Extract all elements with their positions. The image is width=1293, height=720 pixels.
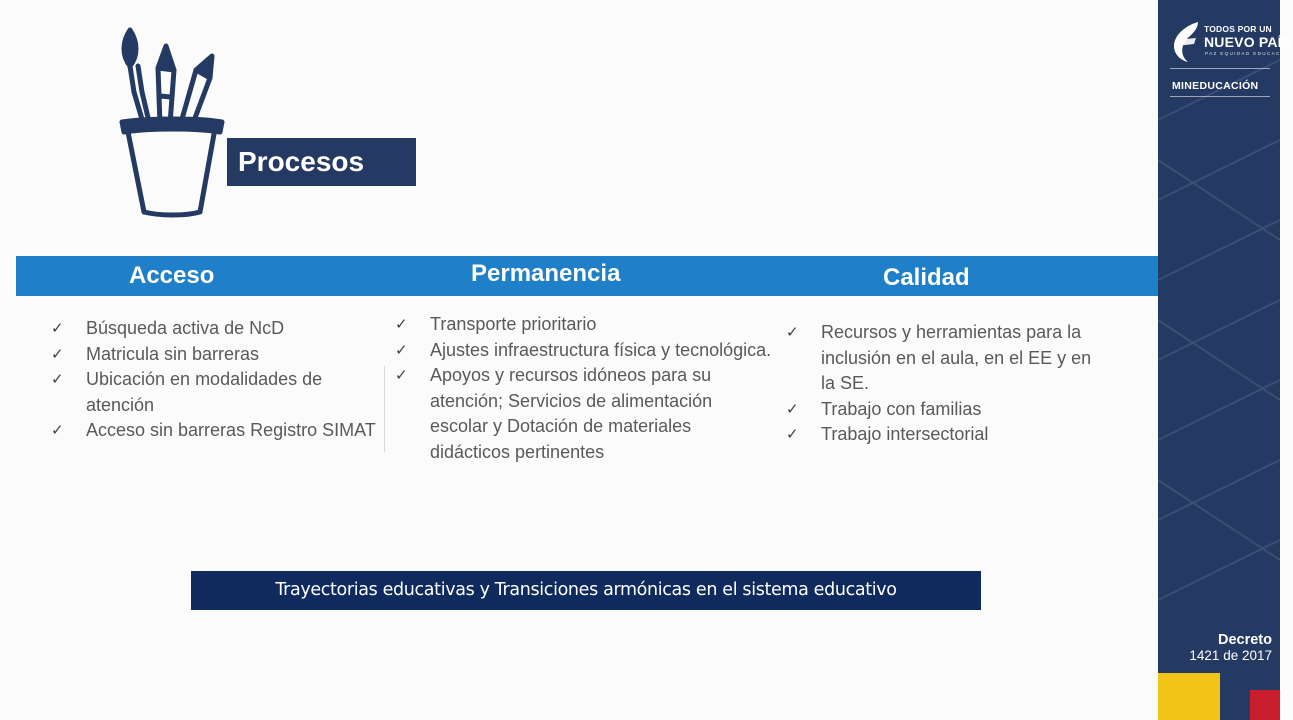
list-item (51, 316, 381, 342)
logo-rule (1170, 68, 1270, 69)
footer-block-yellow (1158, 673, 1220, 720)
page-title: Procesos (227, 138, 416, 186)
column-heading-calidad: Calidad (883, 264, 970, 291)
column-divider (384, 366, 385, 452)
list-item (786, 320, 1106, 397)
checkmark-icon: ✓ (786, 426, 799, 443)
footer-block-blue (1220, 690, 1250, 720)
calidad-list (786, 320, 1106, 448)
background-pattern (1158, 0, 1280, 720)
logo-emblem-icon (1168, 20, 1204, 64)
acceso-list (51, 316, 381, 444)
list-item (395, 363, 775, 465)
column-heading-permanencia: Permanencia (471, 260, 621, 287)
checkmark-icon: ✓ (51, 371, 64, 388)
list-item-text: Trabajo intersectorial (821, 424, 989, 444)
list-item (786, 397, 1106, 423)
list-item-text: Acceso sin barreras Registro SIMAT (86, 420, 376, 440)
list-item (395, 312, 775, 338)
list-item (51, 342, 381, 368)
sidebar (1158, 0, 1293, 720)
list-item (51, 367, 381, 418)
logo-rule-bottom (1170, 96, 1270, 97)
list-item-text: Recursos y herramientas para la inclusión en el aula, en el EE y en la SE. (821, 322, 1092, 393)
checkmark-icon: ✓ (51, 320, 64, 337)
list-item-text: Apoyos y recursos idóneos para su atención; Servicios de alimentación escolar y Dotación de materiales didácticos pertinentes (430, 365, 713, 462)
ministry-name: MINEDUCACIÓN (1172, 80, 1259, 92)
logo-line2: NUEVO PAÍS (1204, 34, 1292, 50)
bottom-banner: Trayectorias educativas y Transiciones armónicas en el sistema educativo (191, 571, 981, 610)
pencil-cup-icon (100, 22, 240, 222)
ministry-logo (1166, 18, 1293, 98)
decree-number: 1421 de 2017 (1189, 648, 1272, 663)
checkmark-icon: ✓ (395, 367, 408, 384)
list-item (395, 338, 775, 364)
checkmark-icon: ✓ (786, 400, 799, 418)
logo-tagline: PAZ EQUIDAD EDUCACIÓN (1205, 51, 1293, 56)
logo-line1: TODOS POR UN (1204, 24, 1272, 34)
list-item (51, 418, 381, 444)
checkmark-icon: ✓ (786, 324, 799, 341)
list-item (786, 422, 1106, 448)
list-item-text: Búsqueda activa de NcD (86, 318, 285, 338)
column-heading-acceso: Acceso (129, 262, 215, 289)
list-item-text: Transporte prioritario (430, 314, 597, 334)
permanencia-list (395, 312, 775, 465)
decree-title: Decreto (1218, 632, 1272, 648)
list-item-text: Ajustes infraestructura física y tecnológica. (430, 339, 772, 360)
decree-label (1160, 632, 1272, 664)
checkmark-icon: ✓ (51, 345, 64, 363)
list-item-text: Ubicación en modalidades de atención (86, 369, 323, 415)
footer-block-red (1250, 690, 1280, 720)
list-item-text: Matricula sin barreras (86, 343, 260, 364)
checkmark-icon: ✓ (395, 316, 408, 333)
list-item-text: Trabajo con familias (821, 398, 982, 419)
checkmark-icon: ✓ (395, 341, 408, 359)
checkmark-icon: ✓ (51, 422, 64, 439)
